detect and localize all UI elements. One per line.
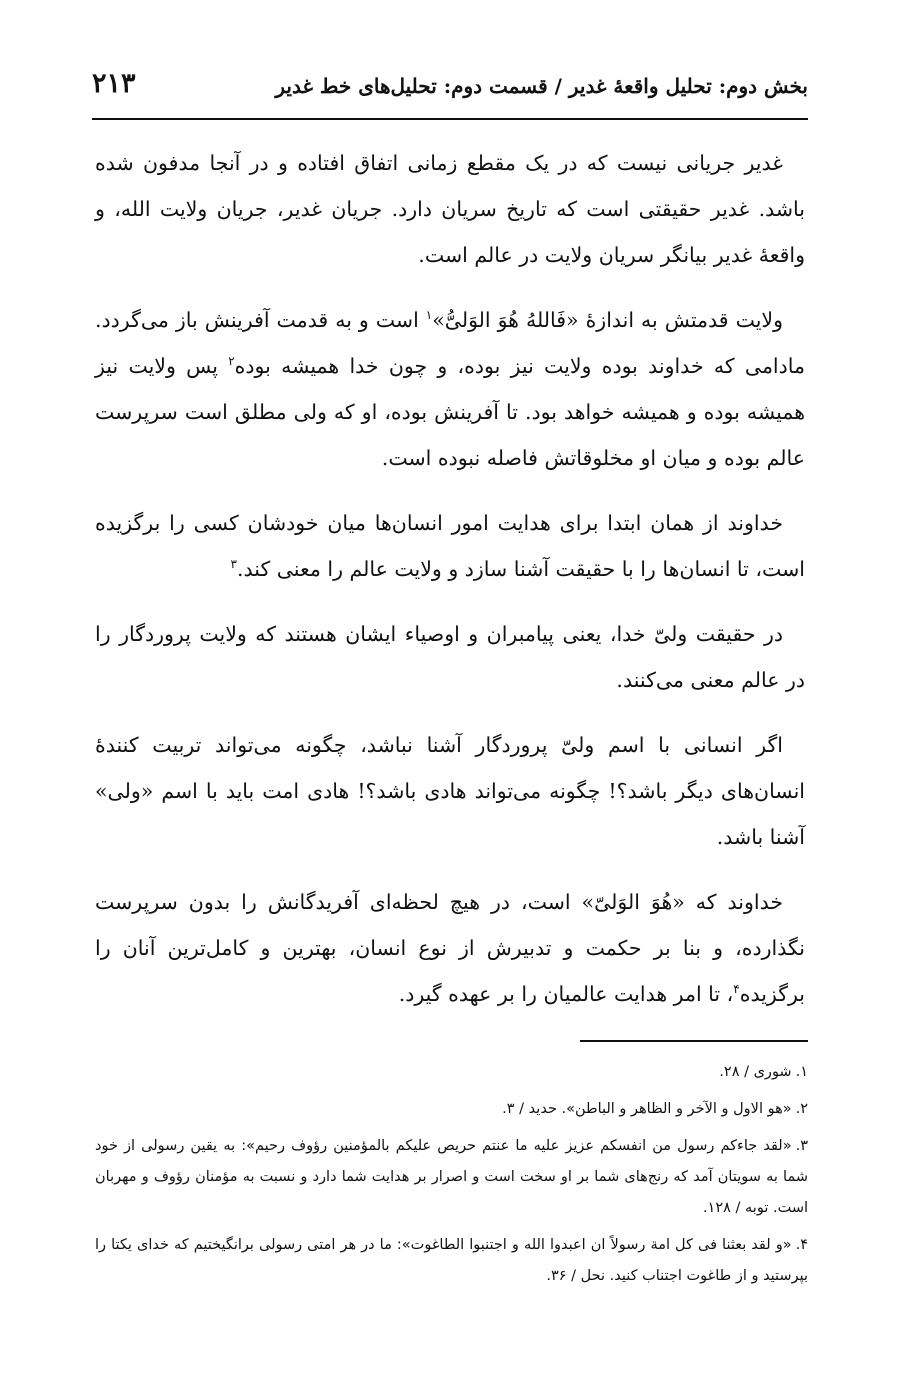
footnote-4 (95, 1230, 808, 1292)
paragraph-6-text: خداوند که «هُوَ الوَلیّ» است، در هیچ لحظه‌ای آفریدگانش را بدون سرپرست نگذارده، و بنا بر حکمت و تدبیرش از نوع انسان، بهترین و کامل‌ترین آنان را برگزیده (95, 890, 805, 1006)
paragraph-1: غدیر جریانی نیست که در یک مقطع زمانی اتفاق افتاده و در آنجا مدفون شده باشد. غدیر حقیقتی است که تاریخ سریان دارد. جریان غدیر، جریان ولایت الله، و واقعهٔ غدیر بیانگر سریان ولایت در عالم است. (95, 151, 805, 267)
footnote-3 (95, 1131, 808, 1224)
footnote-text: «هو الاول و الآخر و الظاهر و الباطن». حدید / ۳. (502, 1101, 792, 1117)
paragraph-6 (95, 879, 805, 1017)
paragraph-3-text: خداوند از همان ابتدا برای هدایت امور انسان‌ها میان خودشان کسی را برگزیده است، تا انسان‌ها را با حقیقت آشنا سازد و ولایت عالم را معنی کند. (95, 511, 805, 581)
page-number: ۲۱۳ (92, 68, 136, 99)
footnote-number: ۲. (795, 1101, 808, 1117)
header-rule (92, 118, 808, 120)
footnotes (95, 1057, 808, 1298)
footnote-number: ۱. (795, 1064, 808, 1080)
footnote-ref-3: ۳ (230, 557, 237, 572)
paragraph-6-text-end: ، تا امر هدایت عالمیان را بر عهده گیرد. (398, 982, 734, 1006)
paragraph-2 (95, 297, 805, 481)
footnote-number: ۴. (795, 1237, 808, 1253)
paragraph-4: در حقیقت ولیّ خدا، یعنی پیامبران و اوصیاء ایشان هستند که ولایت پروردگار را در عالم معنی می‌کنند. (95, 622, 805, 692)
body-text (95, 140, 805, 1036)
footnote-text: «و لقد بعثنا فی کل امة رسولاً ان اعبدوا الله و اجتنبوا الطاغوت»: ما در هر امتی رسولی برانگیختیم که خدای یکتا را بپرستید و از طاغوت اجتناب کنید. نحل / ۳۶. (95, 1237, 808, 1284)
paragraph-2-text-middle: است و به قدمت آفرینش باز می‌گردد. مادامی که خداوند بوده ولایت نیز بوده، و چون خدا همیشه بوده (95, 308, 805, 378)
footnote-ref-4: ۴ (733, 982, 740, 997)
paragraph-3 (95, 500, 805, 592)
footnote-ref-2: ۲ (228, 354, 235, 369)
footnote-2 (95, 1094, 808, 1125)
paragraph-2-text: ولایت قدمتش به اندازهٔ «فَاللهُ هُوَ الوَلیُّ» (432, 308, 784, 332)
running-title: بخش دوم: تحلیل واقعهٔ غدیر / قسمت دوم: تحلیل‌های خط غدیر (275, 74, 808, 98)
footnote-ref-1: ۱ (425, 308, 433, 323)
footnote-1 (95, 1057, 808, 1088)
page-header (92, 64, 808, 118)
footnote-number: ۳. (795, 1138, 808, 1154)
footnote-separator (580, 1040, 808, 1042)
footnote-text: شوری / ۲۸. (719, 1064, 792, 1080)
paragraph-2-text-end: پس ولایت نیز همیشه بوده و همیشه خواهد بود. تا آفرینش بوده، او که ولی مطلق است سرپرست عالم بوده و میان او مخلوقاتش فاصله نبوده است. (95, 354, 805, 470)
footnote-text: «لقد جاءکم رسول من انفسکم عزیز علیه ما عنتم حریص علیکم بالمؤمنین رؤوف رحیم»: به یقین رسولی از خود شما به سویتان آمد که رنج‌های شما بر او سخت است و اصرار بر هدایت شما دارد و نسبت به مؤمنان رؤوف و مهربان است. توبه / ۱۲۸. (95, 1138, 808, 1216)
paragraph-5: اگر انسانی با اسم ولیّ پروردگار آشنا نباشد، چگونه می‌تواند تربیت کنندهٔ انسان‌های دیگر باشد؟! چگونه می‌تواند هادی باشد؟! هادی امت باید با اسم «ولی» آشنا باشد. (95, 733, 805, 849)
